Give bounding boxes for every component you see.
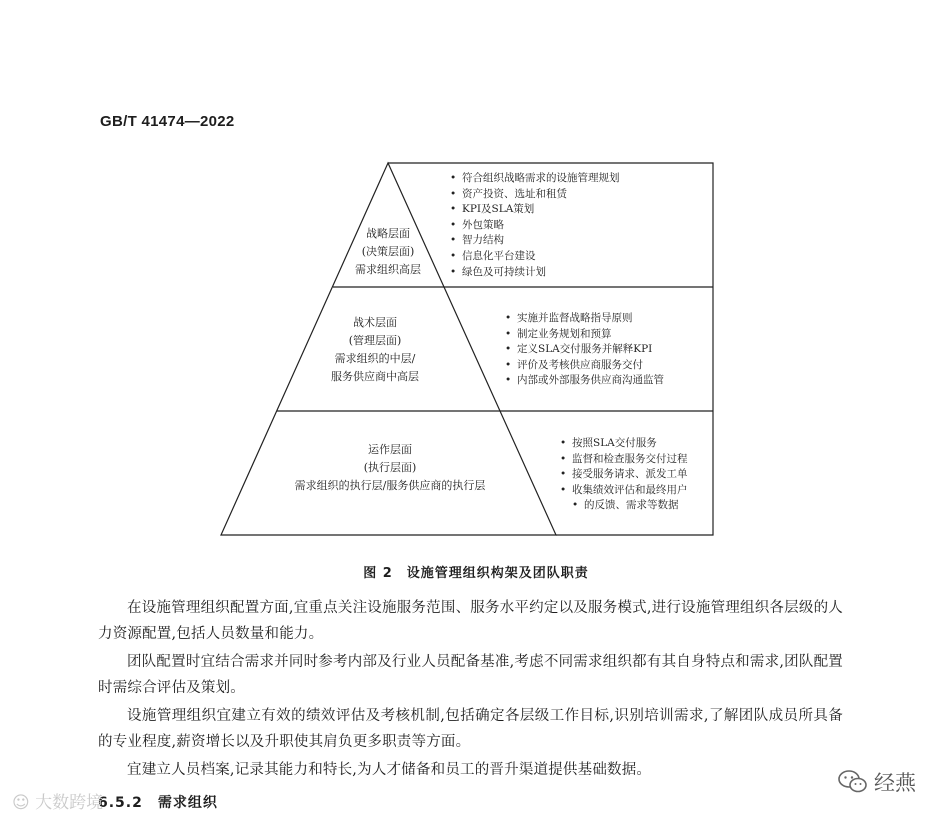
layer-strategic-items bbox=[450, 171, 620, 280]
layer-strategic-label: 战略层面 (决策层面) 需求组织高层 bbox=[355, 227, 421, 276]
wechat-icon bbox=[838, 769, 868, 795]
body-paragraph: 在设施管理组织配置方面,宜重点关注设施服务范围、服务水平约定以及服务模式,进行设施管理组织各层级的人力资源配置,包括人员数量和能力。 bbox=[98, 600, 843, 642]
watermark-left: ☺ 大数跨境 bbox=[12, 793, 104, 813]
list-item: • 绿色及可持续计划 bbox=[450, 265, 620, 281]
list-item: • 评价及考核供应商服务交付 bbox=[505, 358, 664, 374]
list-item: • 定义SLA交付服务并解释KPI bbox=[505, 342, 664, 358]
layer-tactical-items bbox=[505, 311, 664, 389]
list-item: • 按照SLA交付服务 bbox=[560, 436, 688, 452]
section-heading: 6.5.2 需求组织 bbox=[98, 795, 218, 811]
layer-operational-label: 运作层面 (执行层面) 需求组织的执行层/服务供应商的执行层 bbox=[294, 443, 486, 492]
list-item: • 收集绩效评估和最终用户 bbox=[560, 483, 688, 499]
body-paragraph: 团队配置时宜结合需求并同时参考内部及行业人员配备基准,考虑不同需求组织都有其自身特点和需求,团队配置时需综合评估及策划。 bbox=[98, 654, 843, 696]
list-item: • 接受服务请求、派发工单 bbox=[560, 467, 688, 483]
watermark-right: 经燕 bbox=[838, 767, 916, 797]
body-paragraph: 设施管理组织宜建立有效的绩效评估及考核机制,包括确定各层级工作目标,识别培训需求,了解团队成员所具备的专业程度,薪资增长以及升职使其肩负更多职责等方面。 bbox=[98, 708, 843, 750]
list-item: • 内部或外部服务供应商沟通监管 bbox=[505, 373, 664, 389]
layer-tactical-label: 战术层面 (管理层面) 需求组织的中层/ 服务供应商中高层 bbox=[331, 316, 419, 383]
platform-logo-icon: ☺ bbox=[12, 793, 30, 813]
list-item: • 外包策略 bbox=[450, 218, 620, 234]
list-item: • 资产投资、选址和租赁 bbox=[450, 187, 620, 203]
list-item: • 信息化平台建设 bbox=[450, 249, 620, 265]
layer-operational-items bbox=[560, 436, 688, 514]
list-item: • 实施并监督战略指导原则 bbox=[505, 311, 664, 327]
list-item: • 的反馈、需求等数据 bbox=[560, 498, 688, 514]
list-item: • 监督和检查服务交付过程 bbox=[560, 452, 688, 468]
list-item: • 符合组织战略需求的设施管理规划 bbox=[450, 171, 620, 187]
figure-caption: 图 2 设施管理组织构架及团队职责 bbox=[363, 566, 589, 581]
list-item: • 制定业务规划和预算 bbox=[505, 327, 664, 343]
standard-code: GB/T 41474—2022 bbox=[100, 113, 235, 130]
list-item: • 智力结构 bbox=[450, 233, 620, 249]
body-paragraph: 宜建立人员档案,记录其能力和特长,为人才储备和员工的晋升渠道提供基础数据。 bbox=[127, 762, 652, 778]
list-item: • KPI及SLA策划 bbox=[450, 202, 620, 218]
